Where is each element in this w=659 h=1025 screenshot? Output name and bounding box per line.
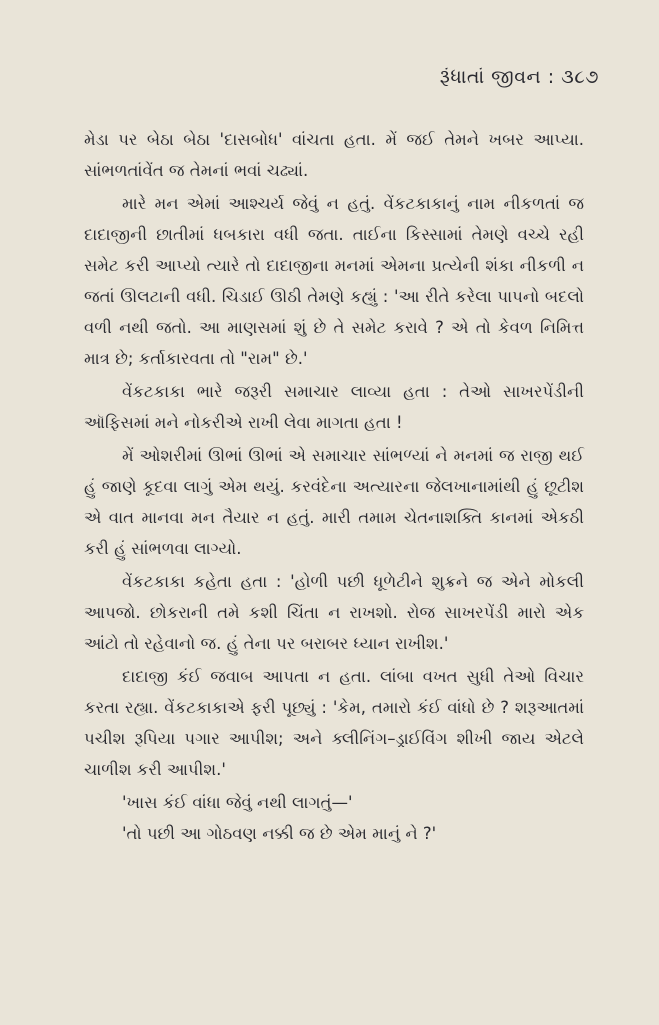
dialog-line-2: 'તો પછી આ ગોઠવણ નક્કી જ છે એમ માનું ને ?' [122, 824, 437, 843]
running-header: રૂંધાતાં જીવન : ૩૮૭ [439, 66, 599, 88]
paragraph-5: વેંકટકાકા કહેતા હતા : 'હોળી પછી ધૂળેટીને શુક્રને જ એને મોકલી આપજો. છોકરાની તમે કશી ચિંતા ન રાખશો. રોજ સાખરપેંડી મારો એક આંટો તો રહેવાનો જ. હું તેના પર બરાબર ધ્યાન રાખીશ.' [84, 572, 584, 653]
dialog-line-1: 'ખાસ કંઈ વાંધા જેવું નથી લાગતું—' [122, 793, 353, 812]
paragraph-4: મેં ઓશરીમાં ઊભાં ઊભાં એ સમાચાર સાંભળ્યાં ને મનમાં જ રાજી થઈ હું જાણે કૂદવા લાગું એમ થયું. કરવંદેના અત્યારના જેલખાનામાંથી હું છૂટીશ એ વાત માનવા મન તૈયાર ન હતું. મારી તમામ ચેતનાશક્તિ કાનમાં એકઠી કરી હું સાંભળવા લાગ્યો. [84, 446, 584, 558]
paragraph-6: દાદાજી કંઈ જવાબ આપતા ન હતા. લાંબા વખત સુધી તેઓ વિચાર કરતા રહ્યા. વેંકટકાકાએ ફરી પૂછ્યું : 'કેમ, તમારો કંઈ વાંધો છે ? શરૂઆતમાં પચીશ રૂપિયા પગાર આપીશ; અને ક્લીનિંગ–ડ્રાઈવિંગ શીખી જાય એટલે ચાળીશ કરી આપીશ.' [84, 667, 584, 779]
paragraph-1: મેડા પર બેઠા બેઠા 'દાસબોધ' વાંચતા હતા. મેં જઈ તેમને ખબર આપ્યા. સાંભળતાંવેંત જ તેમનાં ભવાં ચઢ્યાં. [84, 130, 584, 180]
paragraph-3: વેંકટકાકા ભારે જરૂરી સમાચાર લાવ્યા હતા : તેઓ સાખરપેંડીની ઑફિસમાં મને નોકરીએ રાખી લેવા માગતા હતા ! [84, 382, 584, 432]
body-text [84, 124, 584, 849]
paragraph-2: મારે મન એમાં આશ્ચર્ય જેવું ન હતું. વેંકટકાકાનું નામ નીકળતાં જ દાદાજીની છાતીમાં ધબકારા વધી જતા. તાઈના કિસ્સામાં તેમણે વચ્ચે રહી સમેટ કરી આપ્યો ત્યારે તો દાદાજીના મનમાં એમના પ્રત્યેની શંકા નીકળી ન જતાં ઊલટાની વધી. ચિડાઈ ઊઠી તેમણે કહ્યું : 'આ રીતે કરેલા પાપનો બદલો વળી નથી જતો. આ માણસમાં શું છે તે સમેટ કરાવે ? એ તો કેવળ નિમિત્ત માત્ર છે; કર્તાકારવતા તો "રામ" છે.' [84, 194, 584, 368]
